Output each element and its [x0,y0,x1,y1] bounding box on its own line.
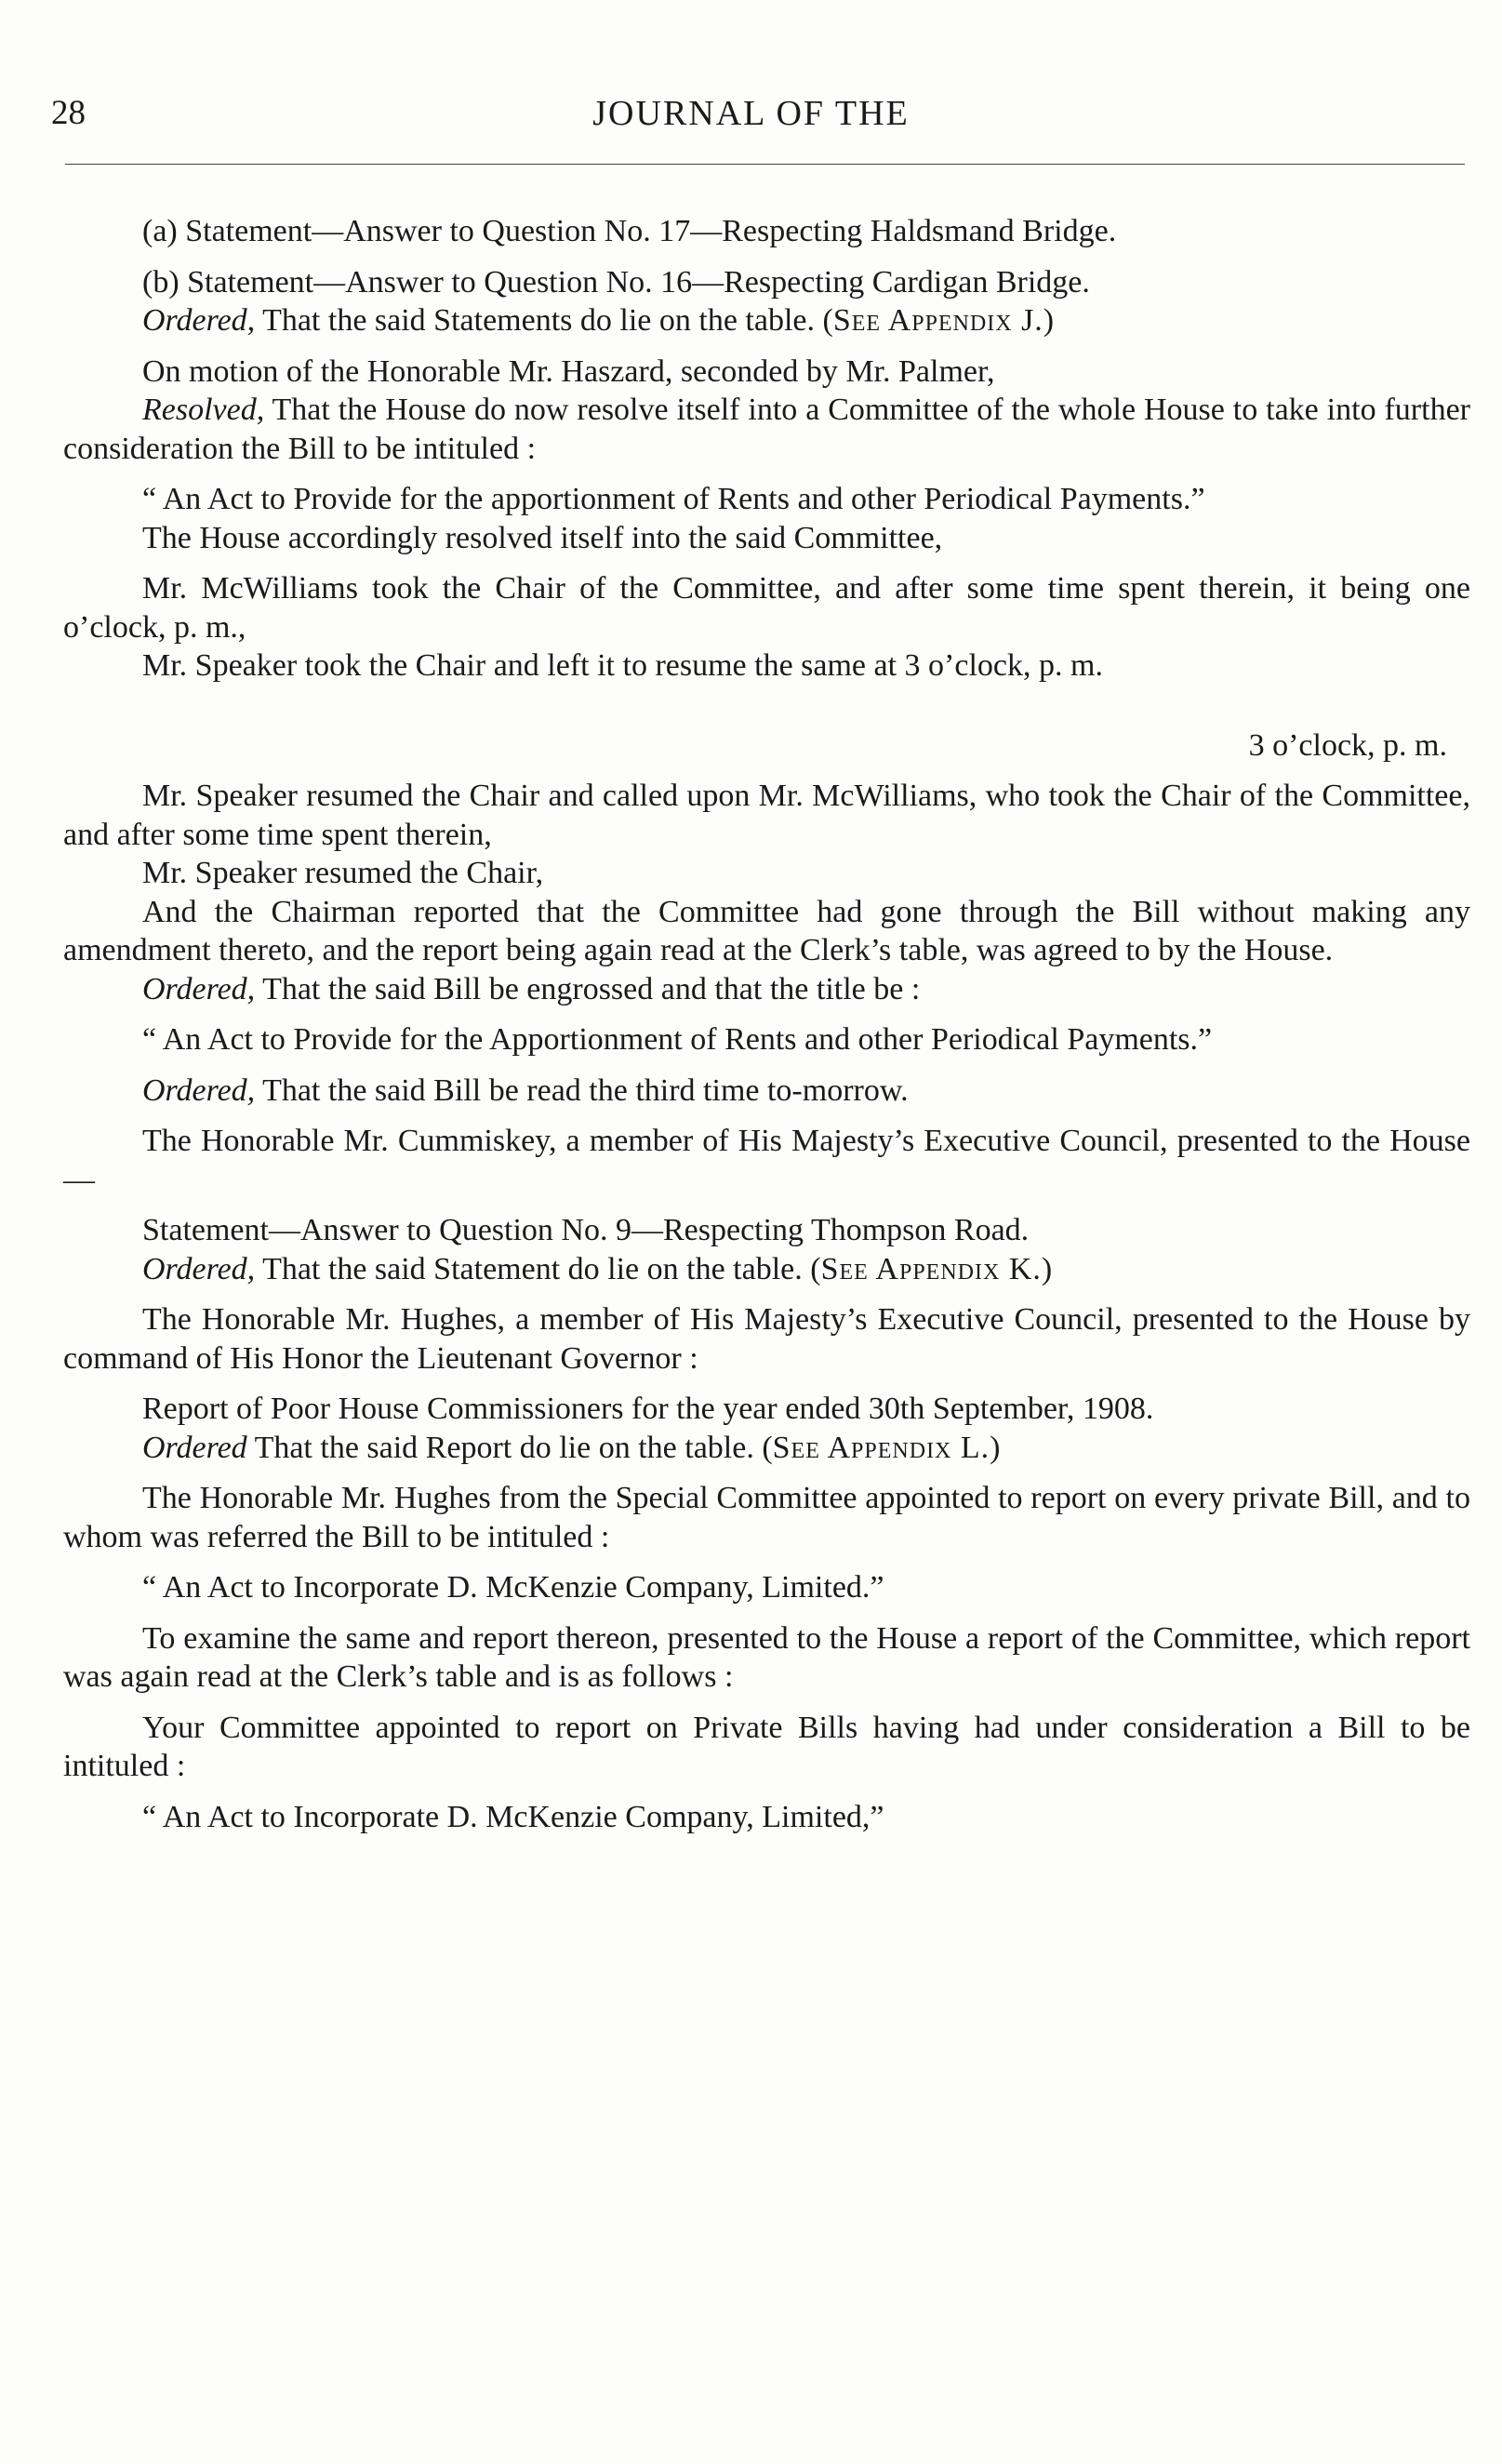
paragraph-resolved [63,391,1470,468]
ordered-label: Ordered, [142,971,256,1006]
running-title: JOURNAL OF THE [592,94,910,133]
ordered-text: That the said Statements do lie on the table. ( [255,303,833,338]
paragraph-speaker-resumed: Mr. Speaker resumed the Chair and called upon Mr. McWilliams, who took the Chair of the Committee, and after some time spent therein, [63,779,1470,852]
ordered-text: That the said Statement do lie on the table. ( [255,1251,821,1286]
paragraph-statement-thompson: Statement—Answer to Question No. 9—Respecting Thompson Road. [142,1213,1030,1247]
paragraph-motion: On motion of the Honorable Mr. Haszard, seconded by Mr. Palmer, [142,353,995,389]
paragraph-chairman-reported: And the Chairman reported that the Committee had gone through the Bill without making any amendment thereto, and the report being again read at the Clerk’s table, was agreed to by the House. [63,894,1470,967]
paragraph-examine-report: To examine the same and report thereon, presented to the House a report of the Committee, which report was again read at the Clerk’s table and is as follows : [63,1620,1470,1694]
ordered-label: Ordered, [142,1072,256,1108]
appendix-close: ) [990,1430,1001,1465]
paragraph-bill-title-1: “ An Act to Provide for the apportionment of Rents and other Periodical Payments.” [142,482,1205,516]
paragraph-bill-title-2: “ An Act to Provide for the Apportionment of Rents and other Periodical Payments.” [142,1022,1213,1057]
paragraph-house-resolved: The House accordingly resolved itself into the said Committee, [142,520,943,555]
appendix-reference: See Appendix L. [772,1430,990,1465]
paragraph-statement-b: (b) Statement—Answer to Question No. 16—Respecting Cardigan Bridge. [142,264,1090,300]
paragraph-cummiskey: The Honorable Mr. Cummiskey, a member of His Majesty’s Executive Council, presented to the House— [63,1124,1470,1197]
appendix-reference: See Appendix J. [832,303,1043,338]
paragraph-ordered-statements [63,301,1470,340]
ordered-label: Ordered, [142,303,256,338]
paragraph-chair-committee: Mr. McWilliams took the Chair of the Committee, and after some time spent therein, it being one o’clock, p. m., [63,571,1470,645]
paragraph-hughes-committee: The Honorable Mr. Hughes from the Special Committee appointed to report on every private Bill, and to whom was referred the Bill to be intituled : [63,1481,1470,1554]
paragraph-committee-report: Your Committee appointed to report on Private Bills having had under consideration a Bill to be intituled : [63,1710,1470,1783]
paragraph-speaker-left: Mr. Speaker took the Chair and left it to resume the same at 3 o’clock, p. m. [142,648,1103,683]
resolved-text: That the House do now resolve itself into a Committee of the whole House to take into further consideration the Bill to be intituled : [63,393,1470,466]
ordered-text: That the said Report do lie on the table. ( [246,1430,773,1465]
paragraph-statement-a: (a) Statement—Answer to Question No. 17—Respecting Haldsmand Bridge. [142,214,1117,248]
paragraph-hughes-presented: The Honorable Mr. Hughes, a member of His Majesty’s Executive Council, presented to the House by command of His Honor the Lieutenant Governor : [63,1302,1470,1376]
appendix-close: ) [1041,1251,1053,1286]
paragraph-ordered-third-reading [63,1072,1470,1111]
ordered-text: That the said Bill be read the third time to-morrow. [255,1072,909,1108]
header-rule [65,164,1465,165]
paragraph-poor-house-report: Report of Poor House Commissioners for the year ended 30th September, 1908. [142,1392,1154,1426]
page-number: 28 [51,94,86,132]
paragraph-bill-title-3: “ An Act to Incorporate D. McKenzie Company, Limited.” [142,1570,884,1605]
paragraph-ordered-report [63,1429,1470,1468]
ordered-label: Ordered [142,1430,247,1465]
paragraph-bill-title-4: “ An Act to Incorporate D. McKenzie Company, Limited,” [142,1799,884,1834]
paragraph-ordered-engrossed [63,970,1470,1009]
resolved-label: Resolved, [142,393,265,427]
ordered-text: That the said Bill be engrossed and that the title be : [255,971,921,1006]
paragraph-ordered-statement [63,1250,1470,1289]
time-heading: 3 o’clock, p. m. [1248,727,1447,763]
appendix-reference: See Appendix K. [820,1251,1042,1286]
appendix-close: ) [1043,303,1055,338]
paragraph-speaker-resumed-chair: Mr. Speaker resumed the Chair, [142,856,544,890]
journal-text [63,212,1470,1836]
ordered-label: Ordered, [142,1251,256,1286]
